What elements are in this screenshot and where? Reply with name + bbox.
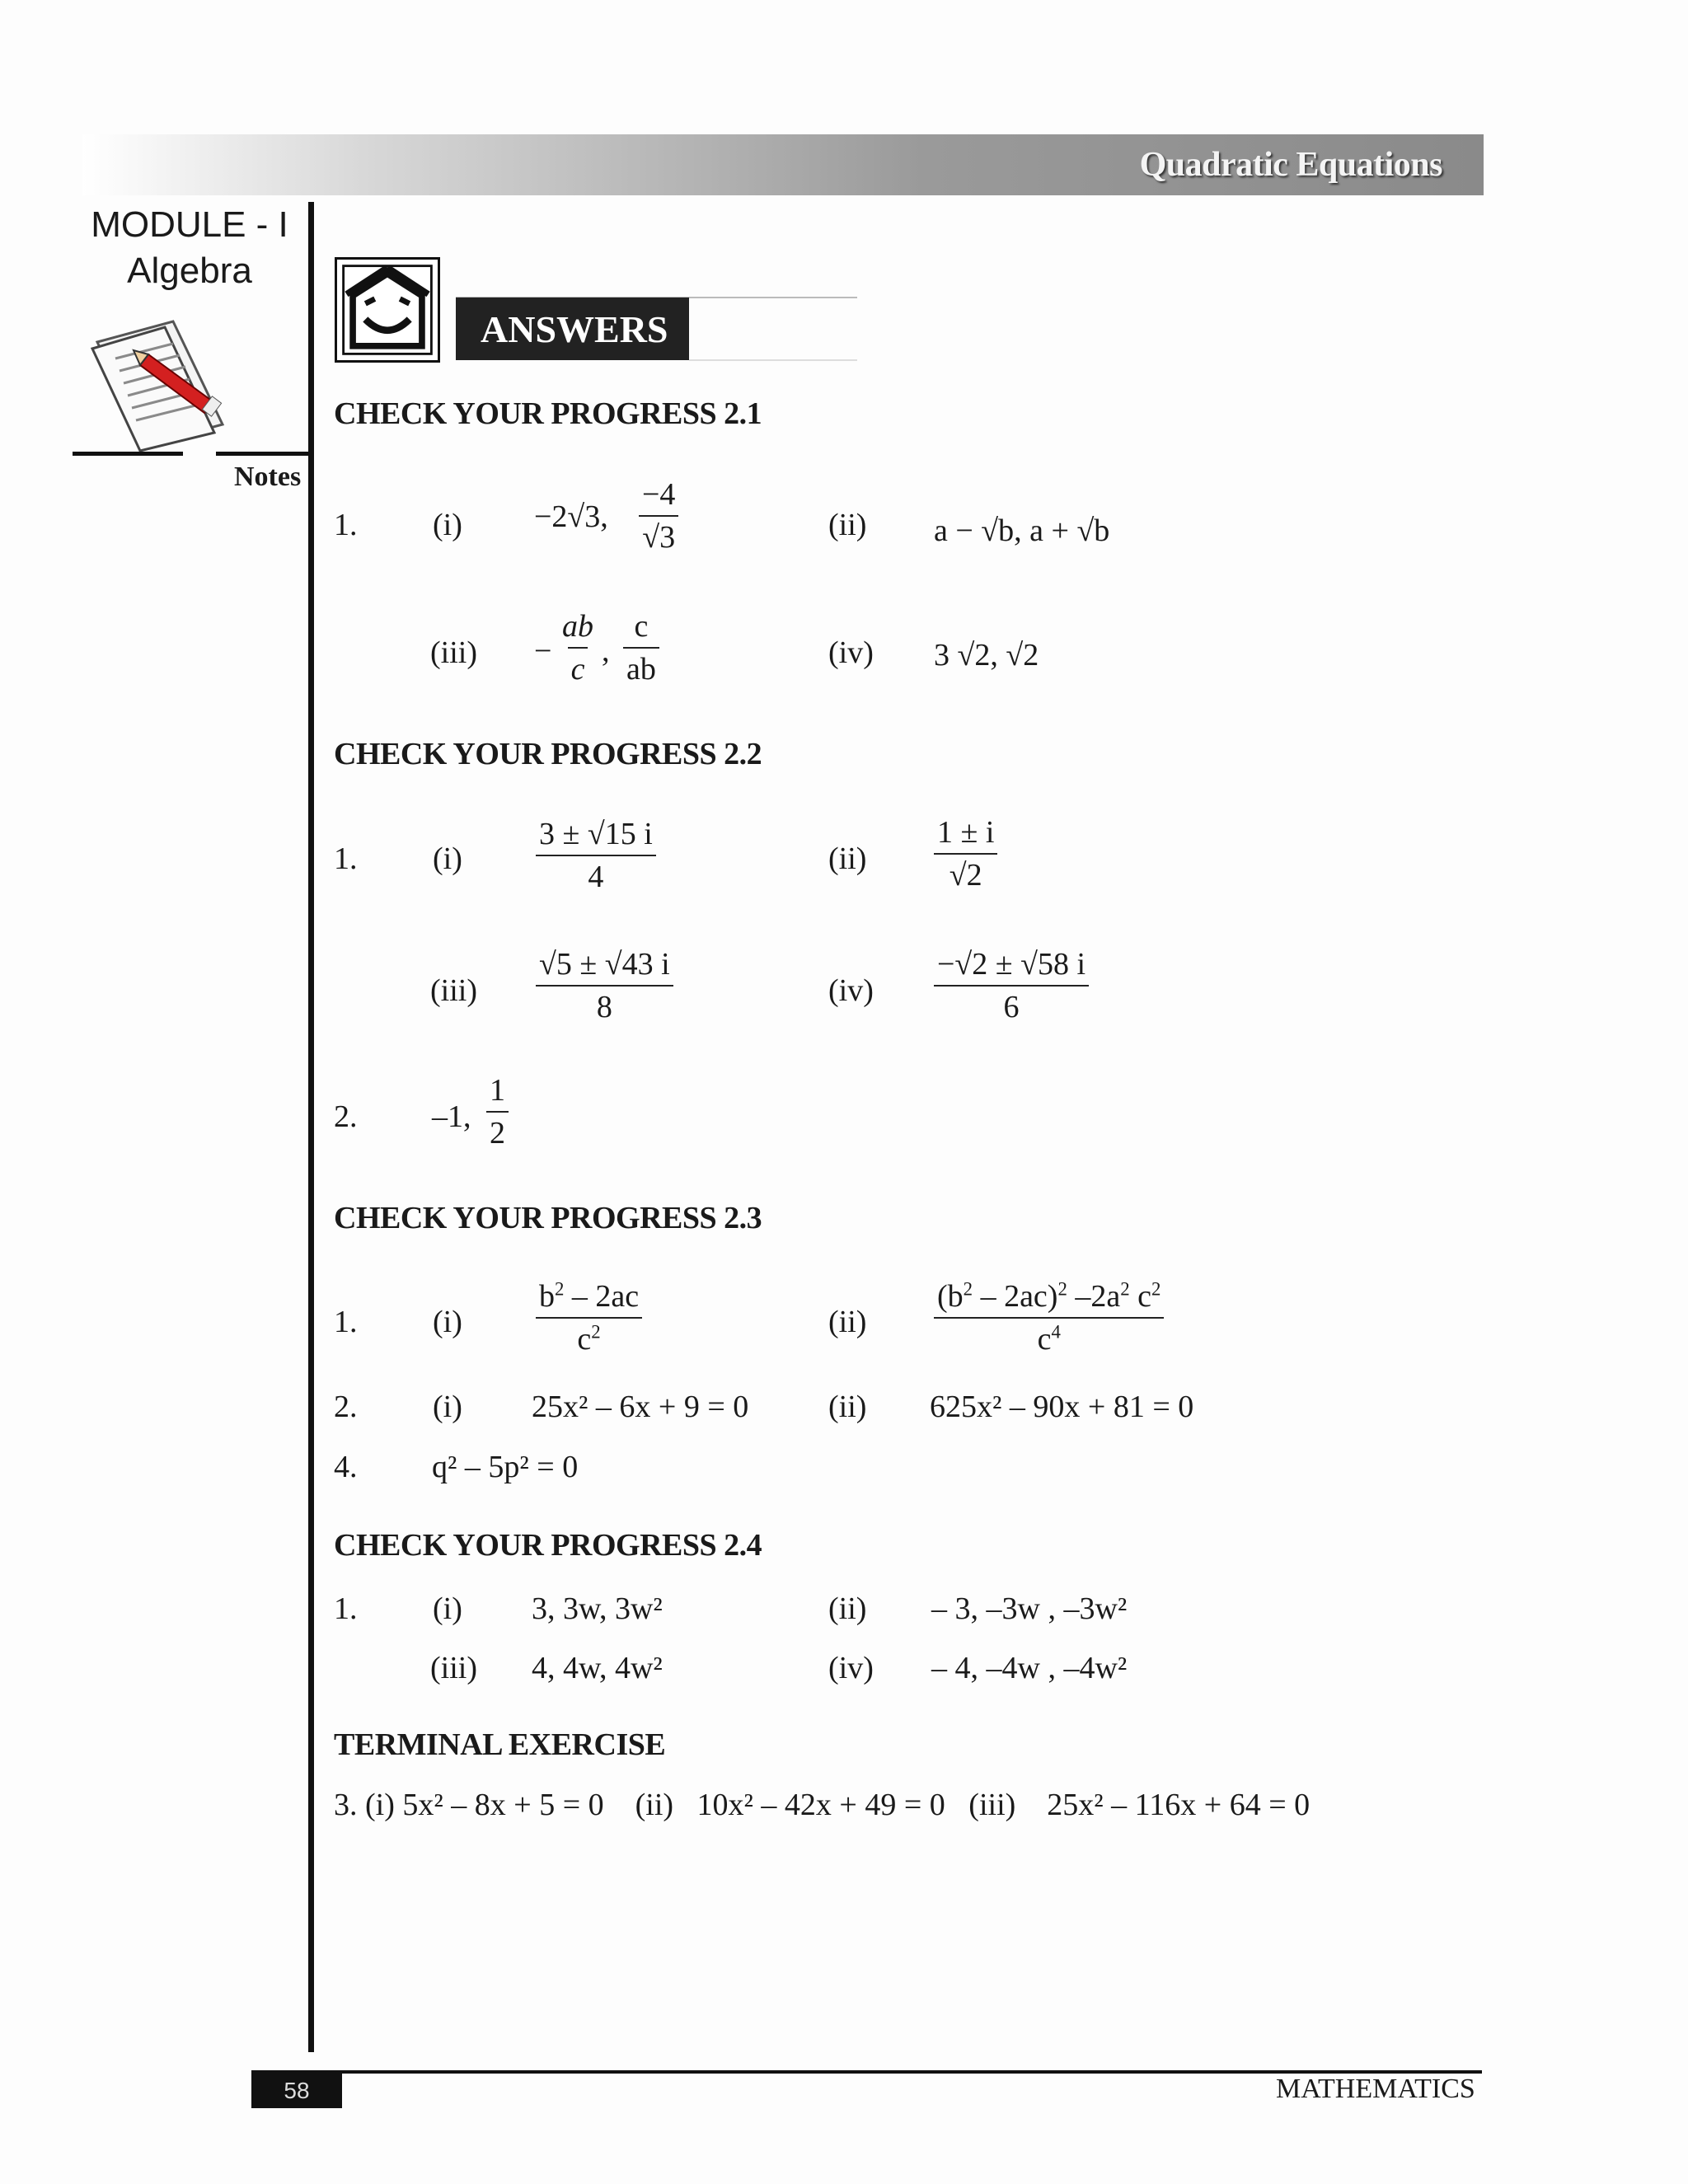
part-label: (iv): [828, 973, 874, 1008]
answer-fraction: [536, 944, 673, 1028]
answer-fraction: [486, 1070, 509, 1154]
answer-list: 4, 4w, 4w²: [532, 1651, 663, 1685]
answer-term: −2√3,: [534, 499, 608, 534]
answer-expression: a − √b, a + √b: [934, 513, 1110, 548]
answer-fraction: [559, 606, 597, 690]
denominator: $c^4$: [934, 1317, 1164, 1360]
answer-fraction: [623, 606, 659, 690]
module-subject: Algebra: [127, 251, 252, 291]
denominator: 4: [536, 855, 656, 898]
numerator: ab: [562, 609, 593, 644]
denominator: 8: [536, 985, 673, 1028]
part-label: (iii): [430, 635, 477, 670]
part-label: (i): [433, 1390, 462, 1424]
numerator: 1: [490, 1073, 505, 1108]
section-title-terminal: TERMINAL EXERCISE: [334, 1727, 666, 1762]
chapter-title: Quadratic Equations: [1139, 146, 1442, 184]
answer-list: – 3, –3w , –3w²: [931, 1591, 1128, 1626]
section-title-2-3: CHECK YOUR PROGRESS 2.3: [334, 1201, 762, 1235]
part-label: (iv): [828, 635, 874, 670]
separator: ,: [602, 634, 610, 668]
answer-fraction: [934, 944, 1089, 1028]
answer-fraction: [934, 1276, 1164, 1360]
denominator: $c^2$: [536, 1317, 642, 1360]
page-number: 58: [251, 2074, 342, 2108]
numerator: 3 ± √15 i: [539, 817, 653, 851]
part-label: (ii): [828, 1305, 867, 1339]
answers-rule: [689, 359, 857, 361]
numerator: $b^2 - 2ac$: [539, 1278, 640, 1314]
part-label: (i): [433, 1591, 462, 1626]
part-label: (i): [433, 1305, 462, 1339]
answer-fraction: [536, 1276, 642, 1360]
section-title-2-4: CHECK YOUR PROGRESS 2.4: [334, 1528, 762, 1563]
part-label: (ii): [828, 1390, 867, 1424]
part-label: (ii): [828, 508, 867, 542]
section-title-2-2: CHECK YOUR PROGRESS 2.2: [334, 737, 762, 771]
question-number: 4.: [334, 1450, 358, 1484]
module-number: MODULE - I: [91, 204, 288, 245]
notes-divider: [73, 452, 183, 456]
answer-expression: 3 √2, √2: [934, 638, 1039, 673]
footer-subject: MATHEMATICS: [1276, 2074, 1475, 2104]
denominator: 2: [486, 1111, 509, 1154]
answer-equation: q² – 5p² = 0: [432, 1450, 579, 1484]
answer-equation: 25x² – 6x + 9 = 0: [532, 1390, 749, 1424]
header-band: [82, 134, 1484, 195]
denominator: c: [568, 647, 588, 690]
answer-list: 3, 3w, 3w²: [532, 1591, 663, 1626]
question-number: 1.: [334, 1305, 358, 1339]
part-label: (i): [433, 508, 462, 542]
question-number: 1.: [334, 841, 358, 876]
denominator: √3: [639, 515, 678, 558]
question-number: 1.: [334, 1591, 358, 1626]
part-label: (iii): [430, 973, 477, 1008]
part-label: (iii): [430, 1651, 477, 1685]
answer-equation: 625x² – 90x + 81 = 0: [930, 1390, 1194, 1424]
numerator: c: [634, 609, 649, 644]
answer-fraction: [536, 813, 656, 898]
terminal-answer: 3. (i) 5x² – 8x + 5 = 0 (ii) 10x² – 42x + 49 = 0 (iii) 25x² – 116x + 64 = 0: [334, 1788, 1311, 1822]
numerator: $(b^2 - 2ac)^2$ $-2a^2$ $c^2$: [937, 1278, 1161, 1314]
answers-heading: ANSWERS: [456, 298, 689, 360]
part-label: (iv): [828, 1651, 874, 1685]
denominator: √2: [934, 853, 997, 896]
notes-divider: [216, 452, 308, 456]
module-label: [82, 202, 297, 294]
answer-fraction: [639, 474, 678, 558]
part-label: (ii): [828, 841, 867, 876]
question-number: 2.: [334, 1390, 358, 1424]
question-number: 2.: [334, 1099, 358, 1134]
margin-vertical-rule: [308, 202, 314, 2052]
part-label: (ii): [828, 1591, 867, 1626]
numerator: −√2 ± √58 i: [937, 947, 1086, 982]
answers-house-face-icon: [335, 257, 440, 363]
question-number: 1.: [334, 508, 358, 542]
numerator: −4: [642, 477, 676, 512]
answer-list: – 4, –4w , –4w²: [931, 1651, 1128, 1685]
denominator: ab: [623, 647, 659, 690]
denominator: 6: [934, 985, 1089, 1028]
numerator: 1 ± i: [937, 815, 995, 850]
numerator: √5 ± √43 i: [539, 947, 670, 982]
minus-sign: −: [534, 634, 552, 668]
section-title-2-1: CHECK YOUR PROGRESS 2.1: [334, 396, 762, 431]
notes-paper-pencil-icon: [82, 309, 239, 457]
answer-fraction: [934, 812, 997, 896]
answer-term: –1,: [432, 1099, 471, 1134]
notes-label: Notes: [234, 462, 302, 492]
part-label: (i): [433, 841, 462, 876]
